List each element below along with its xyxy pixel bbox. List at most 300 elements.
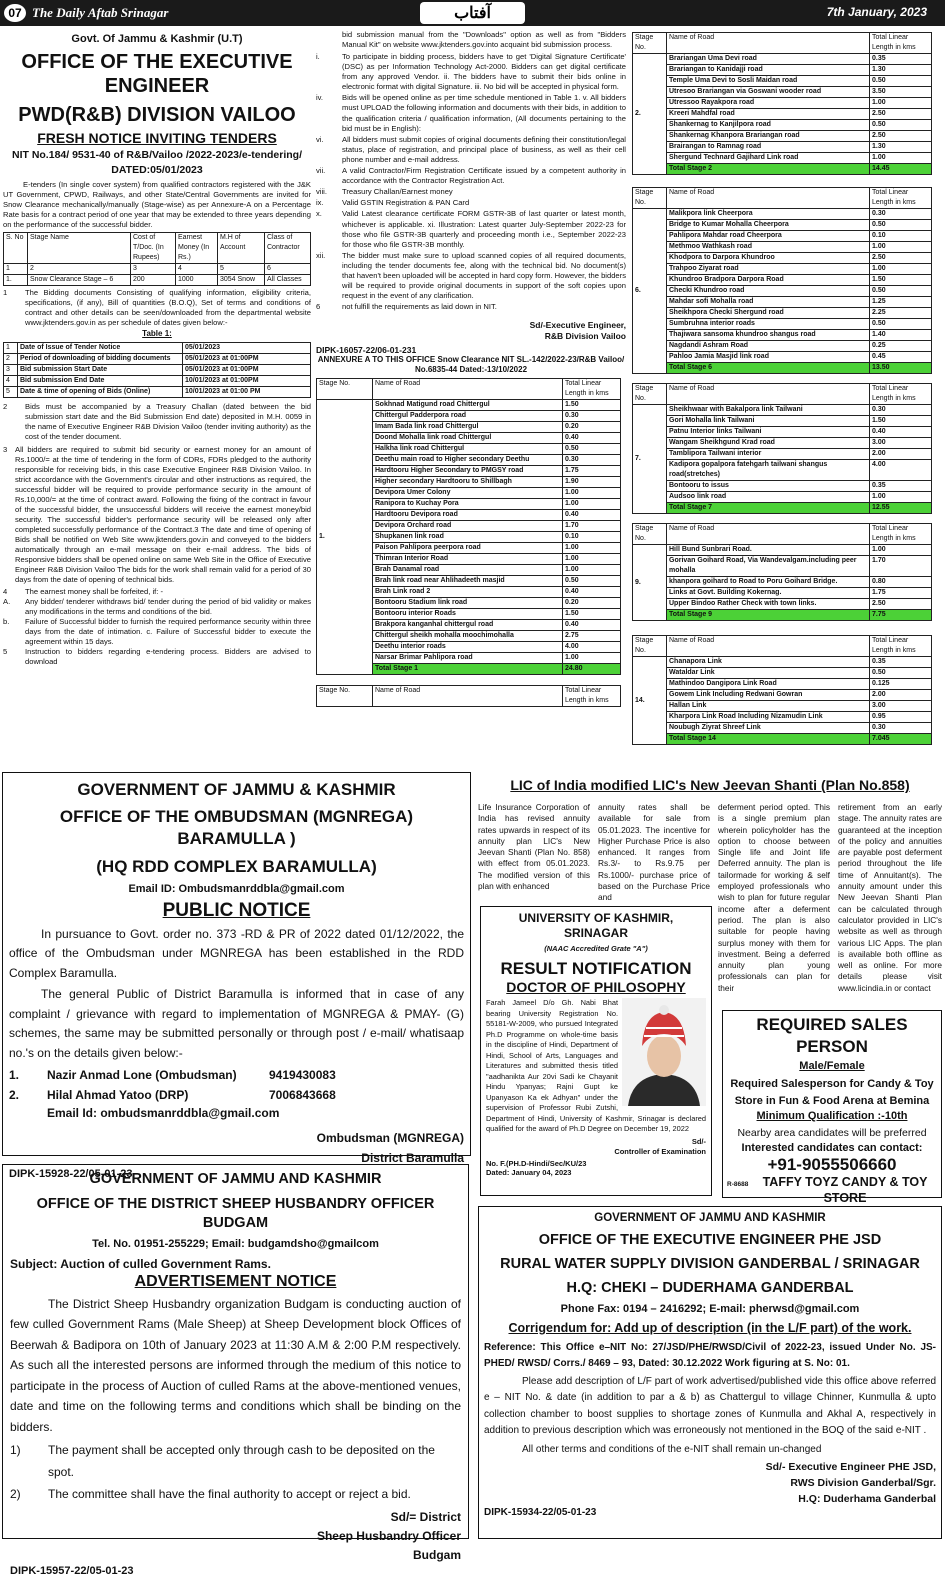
road-row	[633, 220, 932, 231]
pwd-point-a	[3, 597, 311, 617]
road-name: Mahdar sofi Mohalla road	[667, 297, 870, 308]
item-number: 6	[316, 302, 321, 312]
phe-title1: OFFICE OF THE EXECUTIVE ENGINEER PHE JSD	[538, 1232, 882, 1249]
road-length: 0.10	[563, 532, 621, 543]
pwd-sign2: R&B Division Vailoo	[544, 330, 626, 341]
road-name: Bontooru interior Roads	[373, 609, 563, 620]
table-cell: 1.	[4, 275, 28, 286]
table-cell: 05/01/2023 at 01:00PM	[183, 365, 311, 376]
pwd-intro: E-tenders (In single cover system) from qualified contractors registered with the J&K UT Government, CPWD, Railways, and other State/Central Governments are invited for Snow Clearance mechanically/manually (Stage-wise) as per Annexure-A on a Percentage Rate basis for a contract period of one year that may be extended to three years depending on the performance of the successful bidder.	[3, 180, 311, 229]
road-row	[633, 577, 932, 588]
road-length: 0.40	[563, 510, 621, 521]
sales-store: TAFFY TOYZ CANDY & TOY STORE	[762, 1175, 928, 1205]
ku-doctor: DOCTOR OF PHILOSOPHY	[506, 979, 686, 996]
point-text: Any bidder/ tenderer withdraws bid/ tender during the period of bid validity or makes any modifications in the terms and conditions of the bid.	[25, 597, 311, 616]
road-row	[633, 120, 932, 131]
table-cell: 5	[218, 264, 265, 275]
item-text: A valid Contractor/Firm Registration Certificate issued by a competent authority in accordance with the Contractor Registration Act.	[342, 166, 626, 186]
road-length: 1.25	[870, 297, 932, 308]
item-number: ix.	[316, 198, 324, 208]
road-name: Brariangan to Kanidajji road	[667, 65, 870, 76]
road-name: Hill Bund Sunbrari Road.	[667, 545, 870, 556]
road-row	[633, 679, 932, 690]
road-name: Imam Bada link road Chittergul	[373, 422, 563, 433]
omb-email: Email ID: Ombudsmanrddbla@gmail.com	[128, 883, 345, 895]
road-length: 2.50	[870, 599, 932, 610]
road-name: Khodpora to Darpora Khundroo	[667, 253, 870, 264]
phe-phone: Phone Fax: 0194 – 2416292; E-mail: pherwsd@gmail.com	[560, 1303, 860, 1316]
col2-item	[316, 166, 626, 186]
sheep-sign2: Sheep Husbandry Officer	[316, 1529, 461, 1544]
sales-ref: R-8688	[727, 1181, 749, 1189]
stage-total-value: 14.45	[870, 164, 932, 175]
road-name: Checki Khundroo road	[667, 286, 870, 297]
road-length: 1.00	[870, 98, 932, 109]
pwd-point-2	[3, 402, 311, 442]
contact-row	[9, 1065, 464, 1085]
item-text: The bidder must make sure to upload scanned copies of all required documents, including the tender documents fee, along with the technical bid. No document(s) that haven't been uploaded will be accepted in hard copy form. However, the bidders will be required to provide original documents in support of the soft copies upon request in the event of any clarification.	[342, 250, 626, 301]
road-length: 0.30	[563, 411, 621, 422]
omb-public-notice: PUBLIC NOTICE	[162, 899, 311, 921]
masthead-logo	[420, 2, 525, 24]
road-row	[633, 492, 932, 503]
road-name: Kharpora Link Road Including Nizamudin Link	[667, 712, 870, 723]
schedule-row	[4, 376, 311, 387]
col2-items	[316, 52, 626, 312]
road-name: Devipora Umer Colony	[373, 488, 563, 499]
lic-col3: deferment period opted. This is a single premium plan wherein policyholder has the option to choose between Single life and Joint life Deferred annuity. The plan is tailormade for working & self employed professionals who wish to plan for future regular income after a deferment period. The plan is also suitable for people having surplus money with them for investment. Being a deferred annuity plan young professionals can plan for their	[718, 802, 830, 993]
phe-p1: Please add description of L/F part of work advertised/published vide this office above referred e – NIT No. & date (in addition to par a & b) as Chattergul to village Chinner, Kunmulla & upto collection chamber to boost supplies to shortage zones of Kunmulla and Akhal A, respectively in addition to previous description which was erroneously not mentioned in the BOQ of the said e-NIT .	[484, 1375, 936, 1437]
road-row	[633, 87, 932, 98]
col2-item	[316, 135, 626, 165]
stage-number: 14.	[633, 657, 667, 745]
table-cell: Bid submission Start Date	[18, 365, 183, 376]
road-name: Tamblipora Tailwani interior	[667, 449, 870, 460]
item-number: iv.	[316, 93, 324, 103]
road-length: 2.00	[870, 690, 932, 701]
pwd-notice-col3	[632, 32, 940, 754]
road-length: 0.30	[870, 209, 932, 220]
road-name: Chittergul sheikh mohalla moochimohalla	[373, 631, 563, 642]
stage-total-label: Total Stage 6	[667, 363, 870, 374]
stage7-table	[632, 383, 932, 514]
item-text: All bidders must submit copies of original documents defining their constitution/legal status, place of registration, and principal place of business, as well as their cell phone number and e-mail address.	[342, 134, 626, 164]
condition-item	[10, 1483, 461, 1505]
ku-dated: Dated: January 04, 2023	[486, 1168, 572, 1177]
road-name: Temple Uma Devi to Sosli Maidan road	[667, 76, 870, 87]
lic-col2: annuity rates shall be available for sale from 05.01.2023. The incentive for Higher Purchase Price is also enhanced. It ranges from Rs.3/- to Rs.9.75 per Rs.1000/- purchase price of based on the Purchase Price and	[598, 802, 710, 903]
lic-title: LIC of India modified LIC's New Jeevan Shanti (Plan No.858)	[510, 777, 910, 793]
omb-sign2: District Baramulla	[361, 1151, 464, 1166]
stage-header-row	[317, 379, 621, 400]
contact-name: Hilal Ahmad Yatoo (DRP)	[47, 1088, 189, 1103]
phe-sign1: Sd/- Executive Engineer PHE JSD,	[765, 1460, 936, 1473]
road-row	[633, 438, 932, 449]
road-length: 1.50	[870, 416, 932, 427]
road-length: 0.35	[870, 481, 932, 492]
road-name: Wangam Sheikhgund Krad road	[667, 438, 870, 449]
point-text: Instruction to bidders regarding e-tendering process. Bidders are advised to download	[25, 647, 311, 666]
omb-dipk: DIPK-15928-22/05-01-23	[9, 1168, 133, 1181]
road-length: 0.50	[870, 319, 932, 330]
road-name: Deethu interior roads	[373, 642, 563, 653]
stage-total-row	[633, 610, 932, 621]
pwd-point-4	[3, 587, 311, 597]
sales-gender: Male/Female	[799, 1060, 865, 1072]
road-name: Noubugh Ziyrat Shreef Link	[667, 723, 870, 734]
stage-total-value: 12.55	[870, 503, 932, 514]
table-cell: 10/01/2023 at 01:00 PM	[183, 387, 311, 398]
road-length: 1.00	[563, 653, 621, 664]
stage6-table	[632, 187, 932, 374]
table-cell: 3	[4, 365, 18, 376]
road-row	[633, 460, 932, 481]
phe-title2: RURAL WATER SUPPLY DIVISION GANDERBAL / SRINAGAR	[500, 1256, 920, 1273]
table-cell: Date & time of opening of Bids (Online)	[18, 387, 183, 398]
road-row	[633, 341, 932, 352]
lic-col4: retirement from an early stage. The annuity rates are guaranteed at the inception of the policy and annuities are payable post deferment period throughout the life time of Annuitant(s). The annuity amount under this New Jeevan Shanti Plan can be calculated through calculator provided in LIC's website as well as through various LIC Apps. The plan is available both offline as well as online. For more details please visit www.licindia.in or contact	[838, 802, 942, 993]
ku-ref-no: No. F.(PH.D-Hindi/Sec/KU/23	[486, 1158, 587, 1168]
contact-number: 2.	[9, 1088, 20, 1103]
col2-item	[316, 209, 626, 249]
road-name: Trahpoo Ziyarat road	[667, 264, 870, 275]
stage14-table	[632, 635, 932, 745]
stage1-table	[316, 378, 621, 675]
road-row	[633, 481, 932, 492]
road-name: Malikpora link Cheerpora	[667, 209, 870, 220]
road-row	[633, 142, 932, 153]
stage-header-cell: Name of Road	[373, 379, 563, 400]
road-length: 0.50	[870, 668, 932, 679]
road-length: 0.40	[563, 587, 621, 598]
road-name: Sokhnad Matigund road Chittergul	[373, 400, 563, 411]
table-cell: Bid submission End Date	[18, 376, 183, 387]
point-text: The earnest money shall be forfeited, if: -	[25, 587, 164, 596]
road-row	[633, 330, 932, 341]
stage-total-label: Total Stage 7	[667, 503, 870, 514]
omb-p2: The general Public of District Baramulla is informed that in case of any complaint / grievance with regard to implementation of MGNREGA & PMAY- (G) schemes, the same may be submitted personally or through post / e-mail/ whatisaap no.'s on the details given below:-	[9, 987, 464, 1060]
table-cell: Period of downloading of bidding documents	[18, 354, 183, 365]
road-length: 0.25	[870, 341, 932, 352]
scholar-photo	[622, 998, 706, 1106]
sheep-govt: GOVERNMENT OF JAMMU AND KASHMIR	[89, 1171, 382, 1187]
pwd-title1: OFFICE OF THE EXECUTIVE ENGINEER	[21, 50, 293, 97]
item-number: vi.	[316, 134, 324, 144]
th-cost: Cost of T/Doc. (In Rupees)	[131, 233, 176, 264]
item-text: Valid GSTIN Registration & PAN Card	[342, 198, 470, 208]
road-name: Brah Link road 2	[373, 587, 563, 598]
table-cell: 2	[4, 354, 18, 365]
item-number: vii.	[316, 166, 326, 176]
stage-header-row	[633, 188, 932, 209]
stage-total-row	[633, 503, 932, 514]
road-length: 3.00	[870, 701, 932, 712]
page-number: 07	[4, 4, 26, 22]
road-length: 1.50	[563, 400, 621, 411]
road-name: Methmoo Wathkash road	[667, 242, 870, 253]
road-name: Bontooru Stadium link road	[373, 598, 563, 609]
road-length: 1.30	[870, 142, 932, 153]
road-length: 0.50	[870, 220, 932, 231]
stage-header-row	[633, 33, 932, 54]
paper-name: The Daily Aftab Srinagar	[32, 4, 169, 20]
road-length: 0.40	[563, 620, 621, 631]
road-name: Doond Mohalla link road Chittergul	[373, 433, 563, 444]
road-row	[633, 297, 932, 308]
col2-intro: bid submission manual from the "Downloads" option as well as from "Bidders Manual Kit" on website www.jktenders.gov.into acquaint bid submission process.	[342, 30, 626, 49]
phe-corrigendum: Corrigendum for: Add up of description (in the L/F part) of the work.	[508, 1321, 912, 1336]
road-name: Gowem Link Including Redwani Gowran	[667, 690, 870, 701]
road-name: Shankernag Khanpora Brariangan road	[667, 131, 870, 142]
sales-title: REQUIRED SALES PERSON	[756, 1015, 908, 1056]
item-text: Treasury Challan/Earnest money	[342, 187, 453, 197]
road-length: 2.00	[870, 449, 932, 460]
road-length: 0.35	[870, 54, 932, 65]
ku-naac: (NAAC Accredited Grate "A")	[544, 944, 648, 953]
table-cell: 6	[265, 264, 311, 275]
pwd-sign1: Sd/-Executive Engineer,	[529, 320, 626, 331]
pwd-schedule-table	[3, 342, 311, 398]
road-row	[633, 657, 932, 668]
condition-number: 1)	[10, 1443, 21, 1458]
road-row	[633, 253, 932, 264]
road-row	[633, 712, 932, 723]
omb-p1: In pursuance to Govt. order no. 373 -RD & PR of 2022 dated 01/12/2022, the office of the Ombudsman under MGNREGA has been established in the RDD Complex Baramulla.	[9, 926, 464, 980]
road-row	[633, 599, 932, 610]
stage-header-cell: Total Linear Length in kms	[870, 636, 932, 657]
stage-next-header	[316, 685, 621, 707]
stage-header-cell: Total Linear Length in kms	[870, 188, 932, 209]
schedule-row	[4, 365, 311, 376]
road-row	[633, 264, 932, 275]
contact-number: 1.	[9, 1068, 20, 1083]
road-name: Brah link road near Ahlihadeeth masjid	[373, 576, 563, 587]
col2-item	[316, 198, 626, 208]
stage-header-cell: Total Linear Length in kms	[870, 33, 932, 54]
road-length: 1.40	[870, 330, 932, 341]
sheep-dipk: DIPK-15957-22/05-01-23	[10, 1565, 134, 1578]
road-name: Higher secondary Hardtooru to Shillbagh	[373, 477, 563, 488]
table-cell: Snow Clearance Stage – 6	[28, 275, 131, 286]
road-length: 1.50	[563, 609, 621, 620]
pwd-main-table	[3, 232, 311, 286]
ku-sd: Sd/-	[691, 1136, 706, 1146]
stage-total-row	[633, 734, 932, 745]
road-row	[633, 308, 932, 319]
road-name: Hallan Link	[667, 701, 870, 712]
road-row	[633, 231, 932, 242]
sales-qual: Minimum Qualification :-10th	[756, 1109, 908, 1122]
road-name: Links at Govt. Building Kokernag.	[667, 588, 870, 599]
road-row	[633, 690, 932, 701]
road-name: Ranipora to Kuchay Pora	[373, 499, 563, 510]
road-length: 1.00	[563, 499, 621, 510]
road-length: 1.00	[563, 565, 621, 576]
road-length: 1.00	[563, 543, 621, 554]
phe-sign3: H.Q: Duderhama Ganderbal	[798, 1493, 936, 1505]
stage-total-value: 7.75	[870, 610, 932, 621]
th-earnest: Earnest Money (In Rs.)	[176, 233, 218, 264]
road-name: Thimran Interior Road	[373, 554, 563, 565]
col2-item	[316, 187, 626, 197]
stage-total-label: Total Stage 2	[667, 164, 870, 175]
col2-item	[316, 302, 626, 312]
stage-header-cell: Stage No.	[633, 33, 667, 54]
road-name: Upper Bindoo Rather Check with town links.	[667, 599, 870, 610]
road-length: 0.20	[563, 598, 621, 609]
sales-contact: Interested candidates can contact:	[741, 1141, 923, 1154]
road-length: 1.00	[563, 488, 621, 499]
ku-title: UNIVERSITY OF KASHMIR, SRINAGAR	[518, 911, 674, 940]
road-length: 0.80	[870, 577, 932, 588]
pwd-point-b	[3, 617, 311, 647]
schedule-row	[4, 354, 311, 365]
road-row	[633, 588, 932, 599]
omb-sign1: Ombudsman (MGNREGA)	[316, 1131, 464, 1146]
road-row	[633, 109, 932, 120]
sales-pref: Nearby area candidates will be preferred	[737, 1126, 927, 1139]
stage-header-cell: Name of Road	[667, 33, 870, 54]
page-header	[0, 0, 945, 26]
item-number: viii.	[316, 187, 327, 197]
point-number: 1	[3, 288, 8, 297]
road-row	[633, 427, 932, 438]
road-length: 0.30	[870, 723, 932, 734]
table-cell: 1	[4, 343, 18, 354]
table-cell: 3	[131, 264, 176, 275]
phe-title3: H.Q: CHEKI – DUDERHAMA GANDERBAL	[566, 1280, 854, 1297]
ku-controller: Controller of Examination	[614, 1147, 706, 1157]
point-text: All bidders are required to submit bid security or earnest money for an amount of Rs.1000/= at the time of tendering in the form of CDRs, FDRs pledged to the authority responsible for receiving bids, in this case Executive Engineer R&B Division Vailoo. In strict accordance with the Government's circular and other instructions as required, the successful bidder will be required to provide performance security in the amount of Rs.10,000/= at the time of contract award. Following the fixing of the contract in favour of the successful bidder, the unsuccessful bidders will receive the earnest money/bid security. The successful bidder's performance security will be released only after completed successfully performance of the Contract.3 The date and time of opening of Bids shall be notified on Web Site www.jktenders.gov.in and conveyed to the bidders automatically through an e-mail message on their e-mail address. The bids of Responsive bidders shall be opened online on same Web Site in the Office of Executive Engineer R&B Division Vailoo The bids for the work shall remain valid for a period of 30 days from the date of opening of technical bids.	[15, 445, 311, 584]
table-cell: 3054 Snow	[218, 275, 265, 286]
stage-header-cell: Total Linear Length in kms	[870, 524, 932, 545]
road-name: Shankernag to Kanjilpora road	[667, 120, 870, 131]
point-number: b.	[3, 617, 10, 626]
road-length: 0.50	[563, 576, 621, 587]
stage-total-value: 7.045	[870, 734, 932, 745]
th-class: Class of Contractor	[265, 233, 311, 264]
th-mh: M.H of Account	[218, 233, 265, 264]
road-row	[633, 98, 932, 109]
table-cell: 2	[28, 264, 131, 275]
contact-name: Nazir Anmad Lone (Ombudsman)	[47, 1068, 237, 1083]
pwd-title2: PWD(R&B) DIVISION VAILOO	[18, 103, 296, 126]
road-row	[633, 405, 932, 416]
phe-govt: GOVERNMENT OF JAMMU AND KASHMIR	[594, 1212, 826, 1224]
stage-total-value: 24.80	[563, 664, 621, 675]
road-name: Deethu main road to Higher secondary Deethu	[373, 455, 563, 466]
col2-item	[316, 251, 626, 301]
road-name: Brairangan to Ramnag road	[667, 142, 870, 153]
road-row	[633, 286, 932, 297]
road-name: Brah Danamal road	[373, 565, 563, 576]
stage-total-label: Total Stage 9	[667, 610, 870, 621]
stage-total-row	[633, 363, 932, 374]
road-name: Nagdandi Ashram Road	[667, 341, 870, 352]
pwd-point-3	[3, 445, 311, 585]
pwd-point-5	[3, 647, 311, 667]
item-text: Valid Latest clearance certificate FORM GSTR-3B of last quarter or latest month, whichever is applicable. xi. Illustration: Latest quarter July-September 2022-23 for those who file GSTR-3B quarterly and proceeding month i.e., September 2022-23 for those who file GSTR-3B monthly.	[342, 209, 626, 249]
road-name: Utressoo Rayakpora road	[667, 98, 870, 109]
table-cell: 4	[176, 264, 218, 275]
road-length: 1.30	[870, 65, 932, 76]
road-row	[633, 668, 932, 679]
road-row	[633, 319, 932, 330]
logo-text: آفتاب	[454, 3, 491, 22]
road-row	[633, 416, 932, 427]
omb-title: OFFICE OF THE OMBUDSMAN (MGNREGA) BARAMULLA )	[59, 807, 414, 848]
table-cell: 200	[131, 275, 176, 286]
road-row	[633, 209, 932, 220]
road-name: Khundroo Bradpora Darpora Road	[667, 275, 870, 286]
stage2-table	[632, 32, 932, 175]
road-row	[633, 275, 932, 286]
table1-title: Table 1:	[142, 329, 172, 338]
pwd-notice-col2	[316, 30, 626, 752]
road-row	[633, 352, 932, 363]
road-length: 1.00	[870, 545, 932, 556]
road-name: Kadipora gopalpora fatehgarh tailwani shangus road(stretches)	[667, 460, 870, 481]
road-row	[633, 723, 932, 734]
item-text: To participate in bidding process, bidders have to get 'Digital Signature Certificate' (DSC) as per Information Technology Act-2000. Bidders can get digital certificate from any approved Vendor. ii. The bidders have to submit their bids online in electronic format with digital Signature. iii. No bid will be accepted in physical form.	[342, 52, 626, 92]
road-name: Bridge to Kumar Mohalla Cheerpora	[667, 220, 870, 231]
road-name: Halkha link road Chittergul	[373, 444, 563, 455]
road-length: 1.00	[870, 492, 932, 503]
road-name: Gori Mohalla link Tailwani	[667, 416, 870, 427]
stage-total-value: 13.50	[870, 363, 932, 374]
phe-reference: Reference: This Office e–NIT No: 27/JSD/PHE/RWSD/Civil of 2022-23, issued Under No. JS-PHED/ RWSD/ Corrs./ 8469 – 93, Dated: 30.12.2022 Work figuring at S. No: 01.	[484, 1341, 936, 1369]
sheep-tel: Tel. No. 01951-255229; Email: budgamdsho@gmailcom	[92, 1238, 379, 1250]
stage-header-cell: Stage No.	[633, 384, 667, 405]
stage-number: 6.	[633, 209, 667, 374]
stage-header-cell: Name of Road	[667, 636, 870, 657]
th-road-name: Name of Road	[373, 686, 563, 707]
road-name: Brariangan Uma Devi road	[667, 54, 870, 65]
road-name: Utresoo Brariangan via Goswani wooder road	[667, 87, 870, 98]
stage-header-cell: Total Linear Length in kms	[563, 379, 621, 400]
table-cell: 05/01/2023	[183, 343, 311, 354]
sales-phone: +91-9055506660	[767, 1155, 897, 1175]
item-number: i.	[316, 52, 320, 61]
road-length: 1.70	[870, 556, 932, 577]
th-stage-no: Stage No.	[317, 686, 373, 707]
road-length: 0.50	[563, 444, 621, 455]
stage-header-row	[633, 636, 932, 657]
road-length: 0.10	[870, 231, 932, 242]
phe-dipk: DIPK-15934-22/05-01-23	[484, 1507, 597, 1519]
phe-p2: All other terms and conditions of the e-NIT shall remain un-changed	[522, 1443, 822, 1455]
road-length: 1.75	[870, 588, 932, 599]
phe-sign2: RWS Division Ganderbal/Sgr.	[790, 1476, 936, 1489]
point-number: 4	[3, 587, 8, 596]
road-length: 0.20	[563, 422, 621, 433]
road-length: 2.50	[870, 109, 932, 120]
th-stage: Stage Name	[28, 233, 131, 264]
th-length: Total Linear Length in kms	[563, 686, 621, 707]
road-name: Audsoo link road	[667, 492, 870, 503]
road-length: 1.00	[563, 554, 621, 565]
road-name: Gorivan Goihard Road, Via Wandevalgam.including peer mohalla	[667, 556, 870, 577]
table-cell: 10/01/2023 at 01:00PM	[183, 376, 311, 387]
table-cell: Date of Issue of Tender Notice	[18, 343, 183, 354]
road-length: 1.00	[870, 264, 932, 275]
condition-text: The committee shall have the final authority to accept or reject a bid.	[48, 1487, 411, 1502]
road-name: Hardtooru Higher Secondary to PMGSY road	[373, 466, 563, 477]
road-length: 1.70	[563, 521, 621, 532]
table-cell: 1	[4, 264, 28, 275]
road-name: Pahlipora Mahdar road Cheerpora	[667, 231, 870, 242]
road-name: Paison Pahlipora peerpora road	[373, 543, 563, 554]
